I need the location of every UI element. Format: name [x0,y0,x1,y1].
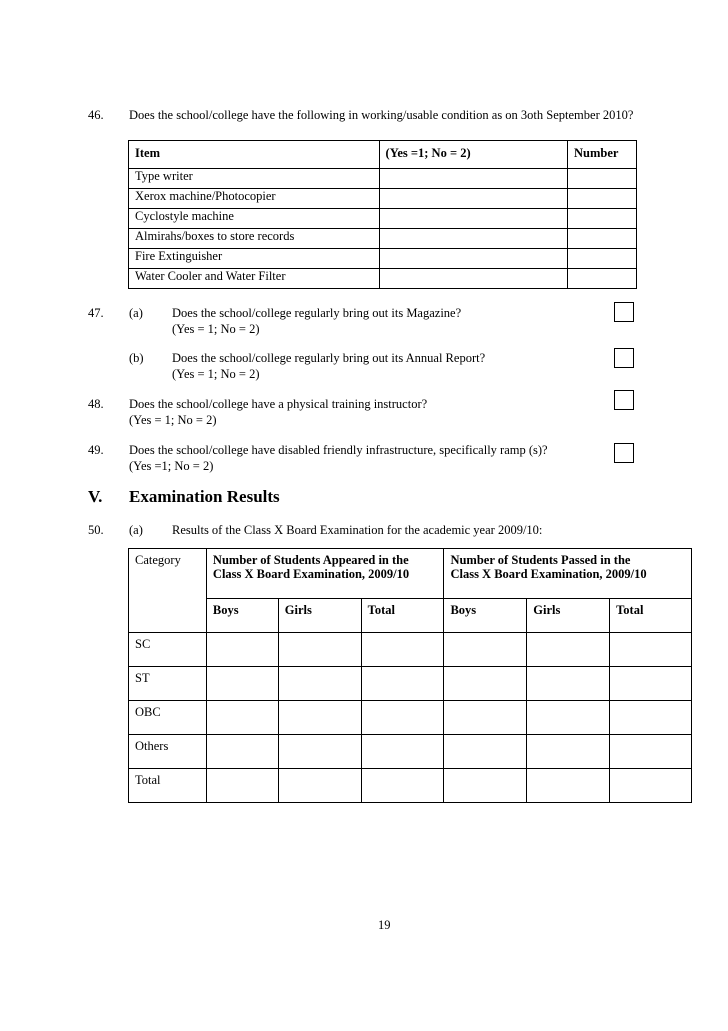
category-label: Total [129,769,207,803]
appeared-header [206,549,444,599]
data-cell[interactable] [527,633,610,667]
data-cell[interactable] [610,633,692,667]
data-cell[interactable] [206,735,278,769]
exam-results-table [128,548,692,803]
number-cell[interactable] [568,229,637,249]
data-cell[interactable] [361,633,444,667]
section-title: Examination Results [129,487,280,506]
q49-number: 49. [88,443,104,457]
data-cell[interactable] [206,769,278,803]
table-row [129,735,692,769]
category-header: Category [129,549,207,633]
table-row [129,189,637,209]
equipment-table [128,140,637,289]
item-label: Xerox machine/Photocopier [129,189,380,209]
passed-total-header: Total [610,599,692,633]
yesno-cell[interactable] [379,189,567,209]
q49-answer-box[interactable] [614,443,634,463]
data-cell[interactable] [444,633,527,667]
q46-text: Does the school/college have the following in working/usable condition as on 3oth September 2010? [129,108,634,122]
data-cell[interactable] [527,769,610,803]
number-header: Number [568,141,637,169]
data-cell[interactable] [278,735,361,769]
table-row [129,229,637,249]
item-label: Water Cooler and Water Filter [129,269,380,289]
q50a-label: (a) [129,523,143,537]
data-cell[interactable] [206,633,278,667]
table-row [129,249,637,269]
data-cell[interactable] [527,735,610,769]
q47a-codes: (Yes = 1; No = 2) [172,322,260,336]
table-row [129,769,692,803]
yesno-cell[interactable] [379,269,567,289]
section-number: V. [88,487,103,506]
passed-header [444,549,692,599]
number-cell[interactable] [568,169,637,189]
yesno-header: (Yes =1; No = 2) [379,141,567,169]
data-cell[interactable] [361,735,444,769]
data-cell[interactable] [444,667,527,701]
q47b-answer-box[interactable] [614,348,634,368]
yesno-cell[interactable] [379,169,567,189]
table-row [129,209,637,229]
yesno-cell[interactable] [379,249,567,269]
data-cell[interactable] [206,667,278,701]
data-cell[interactable] [361,769,444,803]
category-label: Others [129,735,207,769]
data-cell[interactable] [610,667,692,701]
data-cell[interactable] [444,769,527,803]
table-row [129,633,692,667]
data-cell[interactable] [527,667,610,701]
appeared-header-line1: Number of Students Appeared in the [212,553,409,567]
q47-number: 47. [88,306,104,320]
page-number: 19 [378,918,391,932]
data-cell[interactable] [206,701,278,735]
appeared-boys-header: Boys [206,599,278,633]
yesno-cell[interactable] [379,229,567,249]
q47a-answer-box[interactable] [614,302,634,322]
q47b-text: Does the school/college regularly bring out its Annual Report? [172,351,486,365]
item-header: Item [129,141,380,169]
table-row [129,169,637,189]
q46-number: 46. [88,108,104,122]
q48-codes: (Yes = 1; No = 2) [129,413,217,427]
table-row [129,701,692,735]
data-cell[interactable] [610,735,692,769]
data-cell[interactable] [278,633,361,667]
data-cell[interactable] [610,769,692,803]
number-cell[interactable] [568,209,637,229]
data-cell[interactable] [361,667,444,701]
item-label: Almirahs/boxes to store records [129,229,380,249]
q48-text: Does the school/college have a physical training instructor? [129,397,428,411]
data-cell[interactable] [527,701,610,735]
item-label: Type writer [129,169,380,189]
q48-answer-box[interactable] [614,390,634,410]
number-cell[interactable] [568,249,637,269]
passed-header-line2: Class X Board Examination, 2009/10 [450,567,647,581]
q50a-text: Results of the Class X Board Examination for the academic year 2009/10: [172,523,543,537]
appeared-total-header: Total [361,599,444,633]
q47a-text: Does the school/college regularly bring out its Magazine? [172,306,462,320]
category-label: SC [129,633,207,667]
data-cell[interactable] [444,735,527,769]
q47b-label: (b) [129,351,144,365]
category-label: OBC [129,701,207,735]
appeared-header-line2: Class X Board Examination, 2009/10 [212,567,410,581]
q50-number: 50. [88,523,104,537]
data-cell[interactable] [278,701,361,735]
data-cell[interactable] [278,769,361,803]
number-cell[interactable] [568,269,637,289]
q48-number: 48. [88,397,104,411]
item-label: Fire Extinguisher [129,249,380,269]
number-cell[interactable] [568,189,637,209]
data-cell[interactable] [444,701,527,735]
q49-codes: (Yes =1; No = 2) [129,459,214,473]
appeared-girls-header: Girls [278,599,361,633]
passed-header-line1: Number of Students Passed in the [450,553,631,567]
table-row [129,269,637,289]
item-label: Cyclostyle machine [129,209,380,229]
data-cell[interactable] [278,667,361,701]
passed-boys-header: Boys [444,599,527,633]
category-label: ST [129,667,207,701]
q47a-label: (a) [129,306,143,320]
q47b-codes: (Yes = 1; No = 2) [172,367,260,381]
q49-text: Does the school/college have disabled friendly infrastructure, specifically ramp (s)? [129,443,548,457]
data-cell[interactable] [361,701,444,735]
table-row [129,667,692,701]
data-cell[interactable] [610,701,692,735]
yesno-cell[interactable] [379,209,567,229]
passed-girls-header: Girls [527,599,610,633]
